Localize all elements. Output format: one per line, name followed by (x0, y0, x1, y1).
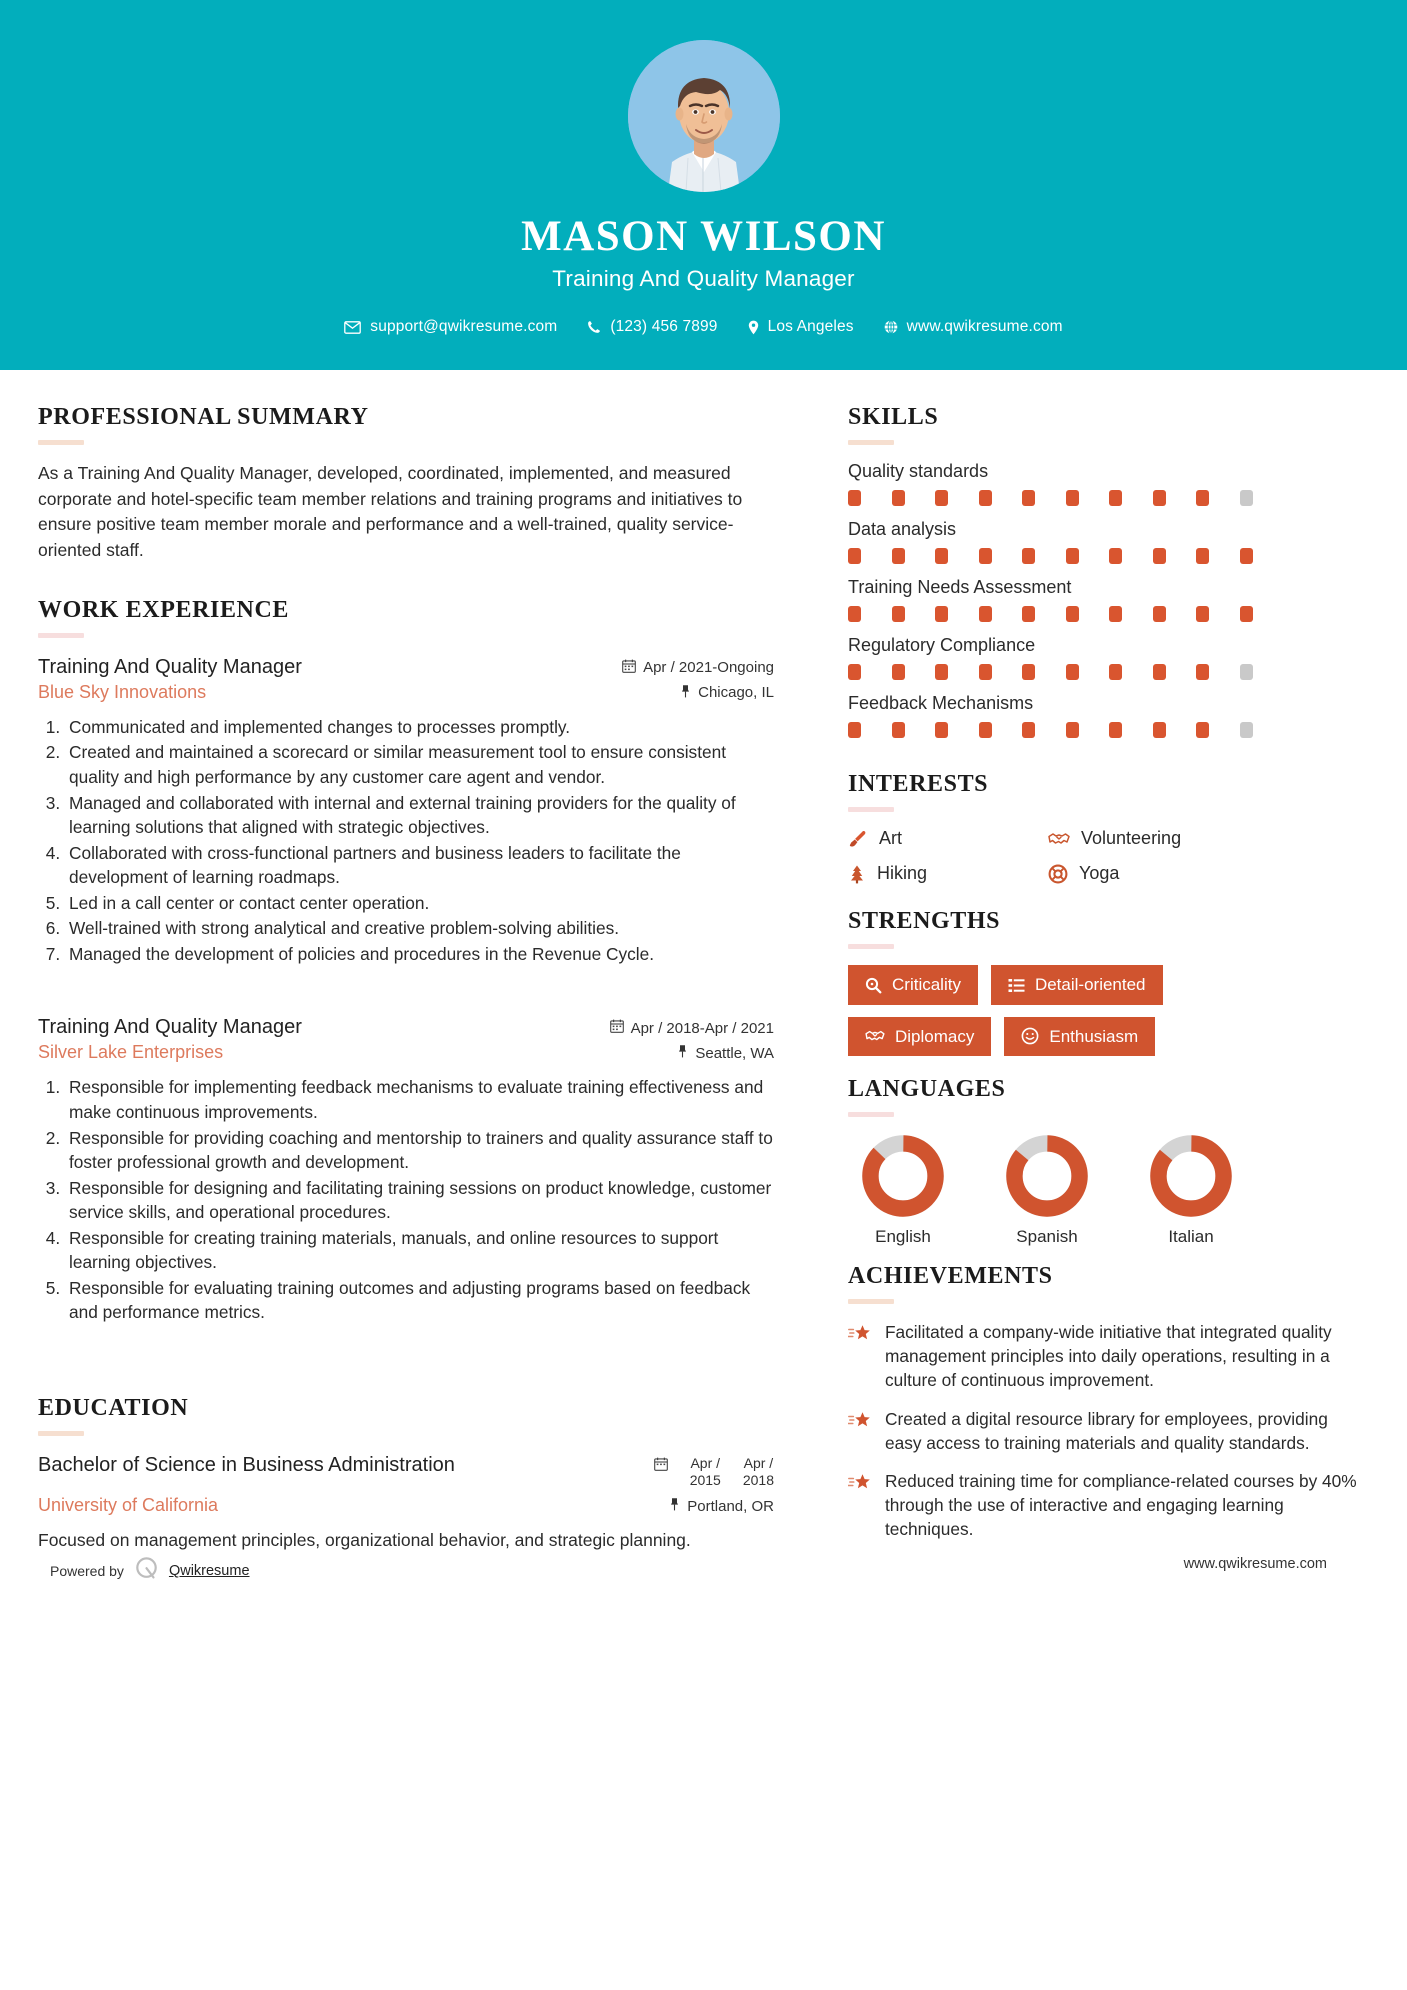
interest-label: Volunteering (1081, 828, 1182, 849)
powered-by (38, 1555, 774, 1587)
skill-rating (848, 722, 1253, 738)
contact-phone-text: (123) 456 7899 (610, 318, 718, 336)
list-icon (1008, 978, 1025, 993)
shooting-star-icon (848, 1410, 873, 1455)
right-column (818, 370, 1407, 1583)
job-bullet: 2. Responsible for providing coaching and mentorship to trainers and quality assurance staff to foster professional growth and development. (65, 1126, 774, 1175)
skill-dot-filled (979, 722, 992, 738)
job-bullet: 7. Managed the development of policies and procedures in the Revenue Cycle. (65, 942, 774, 967)
page-title: MASON WILSON (521, 213, 886, 260)
skill-dot-filled (1066, 548, 1079, 564)
interest-item-yoga (1048, 863, 1367, 884)
skill-item (848, 577, 1367, 622)
qwikresume-link[interactable]: Qwikresume (168, 1563, 250, 1580)
skill-dot-filled (935, 606, 948, 622)
qwikresume-logo-icon (133, 1555, 160, 1587)
language-donut (860, 1133, 946, 1219)
skill-dot-filled (1153, 606, 1166, 622)
strengths-list (848, 965, 1367, 1056)
contact-row (0, 318, 1407, 336)
skill-rating (848, 664, 1253, 680)
job-bullet: 4. Responsible for creating training materials, manuals, and online resources to support learning objectives. (65, 1226, 774, 1275)
job-bullets (38, 1075, 774, 1324)
skill-dot-filled (892, 664, 905, 680)
smiley-icon (1021, 1027, 1039, 1045)
phone-icon (587, 320, 601, 334)
language-donut (1004, 1133, 1090, 1219)
skill-dot-filled (1022, 606, 1035, 622)
job-dates (622, 659, 774, 677)
skill-dot-filled (1109, 722, 1122, 738)
skill-dot-filled (1109, 490, 1122, 506)
section-heading-work-experience: WORK EXPERIENCE (38, 596, 290, 623)
achievement-item (848, 1407, 1367, 1455)
job-dates (610, 1019, 774, 1037)
skill-dot-filled (892, 548, 905, 564)
interest-label: Art (879, 828, 903, 849)
section-rule (38, 1431, 84, 1436)
education-location (669, 1497, 774, 1515)
calendar-icon (610, 1019, 624, 1037)
language-donut (1148, 1133, 1234, 1219)
job-bullet: 4. Collaborated with cross-functional partners and business leaders to facilitate the development of learning roadmaps. (65, 841, 774, 890)
language-item-italian (1142, 1133, 1240, 1247)
education-date-start-line1: Apr / (690, 1454, 721, 1471)
skill-dot-filled (1153, 722, 1166, 738)
contact-location-text: Los Angeles (767, 318, 854, 336)
section-work-experience (38, 597, 774, 1325)
strength-chip-enthusiasm (1004, 1017, 1155, 1056)
pin-icon (669, 1497, 680, 1515)
shooting-star-icon (848, 1323, 873, 1393)
skill-dot-filled (1022, 722, 1035, 738)
skill-dot-filled (935, 490, 948, 506)
interest-item-art (848, 828, 1048, 849)
skill-dot-filled (848, 490, 861, 506)
avatar (628, 40, 780, 192)
skill-label: Data analysis (848, 519, 957, 540)
skill-label: Quality standards (848, 461, 989, 482)
pin-icon (680, 684, 691, 702)
paintbrush-icon (848, 829, 868, 849)
strength-chip-criticality (848, 965, 978, 1004)
footer-website: www.qwikresume.com (1183, 1555, 1327, 1572)
section-heading-education: EDUCATION (38, 1394, 189, 1421)
section-languages (848, 1076, 1367, 1247)
skill-dot-filled (848, 722, 861, 738)
interest-item-volunteering (1048, 828, 1367, 849)
skill-dot-filled (1066, 490, 1079, 506)
tree-icon (848, 864, 866, 884)
skill-dot-filled (1022, 548, 1035, 564)
interest-label: Hiking (877, 863, 928, 884)
section-achievements (848, 1263, 1367, 1542)
section-professional-summary (38, 404, 774, 563)
skill-dot-filled (979, 664, 992, 680)
contact-email[interactable] (344, 318, 557, 336)
education-date-start-line2: 2015 (689, 1471, 721, 1488)
handshake-icon (1048, 830, 1070, 848)
job-bullet: 6. Well-trained with strong analytical and creative problem-solving abilities. (65, 916, 774, 941)
skill-dot-filled (1066, 664, 1079, 680)
skill-dot-filled (892, 606, 905, 622)
job-bullet: 3. Managed and collaborated with internal and external training providers for the quality of learning solutions that aligned with strategic objectives. (65, 791, 774, 840)
education-date-end-line1: Apr / (743, 1454, 774, 1471)
resume-body (0, 370, 1407, 1587)
left-column (0, 370, 818, 1587)
skill-dot-filled (1022, 664, 1035, 680)
skill-rating (848, 548, 1253, 564)
skill-label: Regulatory Compliance (848, 635, 1036, 656)
achievement-item (848, 1320, 1367, 1393)
interest-item-hiking (848, 863, 1048, 884)
achievement-item (848, 1469, 1367, 1542)
work-experience-entry (38, 654, 774, 966)
strength-label: Diplomacy (895, 1026, 975, 1046)
contact-location[interactable] (748, 318, 854, 336)
job-bullet: 3. Responsible for designing and facilitating training sessions on product knowledge, customer service skills, and operational procedures. (65, 1176, 774, 1225)
education-degree: Bachelor of Science in Business Administration (38, 1453, 455, 1476)
skill-dot-filled (1196, 606, 1209, 622)
envelope-icon (344, 321, 361, 334)
section-skills (848, 404, 1367, 738)
handshake-icon (865, 1028, 885, 1044)
section-heading-summary: PROFESSIONAL SUMMARY (38, 404, 369, 431)
language-label: English (875, 1226, 931, 1246)
education-location-text: Portland, OR (687, 1497, 774, 1515)
skill-dot-filled (892, 490, 905, 506)
language-label: Spanish (1016, 1226, 1078, 1246)
skill-dot-empty (1240, 722, 1253, 738)
globe-icon (884, 320, 898, 334)
skill-dot-filled (1196, 548, 1209, 564)
header-job-title: Training And Quality Manager (552, 266, 855, 292)
skill-dot-filled (979, 606, 992, 622)
skill-dot-filled (1022, 490, 1035, 506)
section-rule (848, 1299, 894, 1304)
skill-dot-filled (848, 548, 861, 564)
avatar-photo (628, 40, 780, 192)
language-item-english (854, 1133, 952, 1247)
skill-rating (848, 606, 1253, 622)
skill-item (848, 461, 1367, 506)
strength-label: Enthusiasm (1049, 1026, 1139, 1046)
section-interests (848, 771, 1367, 884)
skill-dot-filled (935, 548, 948, 564)
language-label: Italian (1168, 1226, 1214, 1246)
achievement-text: Created a digital resource library for employees, providing easy access to training materials and quality standards. (885, 1408, 1328, 1453)
section-heading-interests: INTERESTS (848, 771, 989, 798)
section-rule (38, 440, 84, 445)
skill-item (848, 519, 1367, 564)
section-heading-skills: SKILLS (848, 404, 939, 431)
skill-dot-filled (1153, 664, 1166, 680)
skill-dot-filled (1109, 606, 1122, 622)
section-rule (848, 944, 894, 949)
skill-dot-filled (935, 722, 948, 738)
strength-chip-detail-oriented (991, 965, 1163, 1004)
job-role: Training And Quality Manager (38, 1016, 302, 1039)
skill-dot-filled (979, 490, 992, 506)
skill-dot-filled (1196, 722, 1209, 738)
education-school: University of California (38, 1495, 219, 1516)
skill-dot-filled (1240, 606, 1253, 622)
job-bullets (38, 715, 774, 966)
skill-dot-filled (848, 606, 861, 622)
skill-dot-empty (1240, 490, 1253, 506)
interest-label: Yoga (1079, 863, 1120, 884)
work-experience-entry (38, 1014, 774, 1324)
skill-dot-filled (1066, 606, 1079, 622)
resume-header (0, 0, 1407, 370)
job-location-text: Seattle, WA (695, 1044, 774, 1062)
education-date-end-line2: 2018 (742, 1471, 774, 1488)
strength-label: Criticality (892, 975, 961, 995)
achievement-text: Facilitated a company-wide initiative that integrated quality management principles into daily operations, resulting in a culture of continuous improvement. (885, 1321, 1332, 1391)
job-company: Blue Sky Innovations (38, 681, 207, 702)
location-pin-icon (748, 320, 759, 335)
strength-label: Detail-oriented (1034, 975, 1146, 995)
calendar-icon (622, 659, 636, 677)
section-rule (38, 633, 84, 638)
education-description: Focused on management principles, organizational behavior, and strategic planning. (38, 1530, 691, 1551)
section-heading-languages: LANGUAGES (848, 1075, 1006, 1102)
section-heading-strengths: STRENGTHS (848, 908, 1001, 935)
contact-website[interactable] (884, 318, 1063, 336)
skill-dot-filled (1109, 664, 1122, 680)
interests-grid (848, 828, 1367, 884)
skill-dot-filled (1153, 548, 1166, 564)
skill-dot-filled (892, 722, 905, 738)
job-bullet: 5. Responsible for evaluating training outcomes and adjusting programs based on feedback and performance metrics. (65, 1276, 774, 1325)
job-location (680, 684, 774, 702)
skill-label: Training Needs Assessment (848, 577, 1072, 598)
powered-by-label: Powered by (50, 1563, 124, 1580)
strength-chip-diplomacy (848, 1017, 991, 1056)
skill-dot-filled (1240, 548, 1253, 564)
skill-dot-filled (935, 664, 948, 680)
skill-dot-empty (1240, 664, 1253, 680)
section-rule (848, 807, 894, 812)
languages-row (848, 1133, 1367, 1247)
education-date-start (690, 1455, 721, 1489)
skill-dot-filled (848, 664, 861, 680)
education-dates (654, 1455, 774, 1489)
skill-dot-filled (1196, 490, 1209, 506)
job-dates-text: Apr / 2021-Ongoing (643, 659, 774, 677)
skill-dot-filled (979, 548, 992, 564)
job-role: Training And Quality Manager (38, 655, 302, 678)
job-company: Silver Lake Enterprises (38, 1042, 224, 1063)
job-bullet: 1. Communicated and implemented changes to processes promptly. (65, 715, 774, 740)
skill-item (848, 635, 1367, 680)
lifebuoy-icon (1048, 864, 1068, 884)
pin-icon (677, 1044, 688, 1062)
contact-phone[interactable] (587, 318, 717, 336)
job-location (677, 1044, 774, 1062)
skill-label: Feedback Mechanisms (848, 693, 1034, 714)
section-education (38, 1395, 774, 1554)
section-rule (848, 1112, 894, 1117)
contact-website-text: www.qwikresume.com (906, 318, 1063, 336)
shooting-star-icon (848, 1472, 873, 1542)
job-bullet: 5. Led in a call center or contact center operation. (65, 891, 774, 916)
job-bullet: 2. Created and maintained a scorecard or similar measurement tool to ensure consistent quality and high performance by any customer care agent and vendor. (65, 740, 774, 789)
skill-dot-filled (1196, 664, 1209, 680)
section-rule (848, 440, 894, 445)
job-dates-text: Apr / 2018-Apr / 2021 (630, 1019, 774, 1037)
skill-dot-filled (1066, 722, 1079, 738)
search-icon (865, 977, 882, 994)
calendar-icon (654, 1457, 668, 1475)
job-bullet: 1. Responsible for implementing feedback mechanisms to evaluate training effectiveness and make continuous improvements. (65, 1075, 774, 1124)
contact-email-text: support@qwikresume.com (370, 318, 558, 336)
education-date-end (743, 1455, 774, 1489)
summary-text: As a Training And Quality Manager, developed, coordinated, implemented, and measured corporate and hotel-specific team member relations and training programs and initiatives to ensure positive team member morale and performance and a well-trained, quality service-oriented staff. (38, 463, 743, 560)
section-heading-achievements: ACHIEVEMENTS (848, 1262, 1053, 1289)
skill-rating (848, 490, 1253, 506)
section-strengths (848, 908, 1367, 1056)
achievement-text: Reduced training time for compliance-related courses by 40% through the use of interactive and engaging learning techniques. (885, 1470, 1357, 1540)
job-location-text: Chicago, IL (698, 684, 774, 702)
skill-item (848, 693, 1367, 738)
skill-dot-filled (1109, 548, 1122, 564)
skill-dot-filled (1153, 490, 1166, 506)
language-item-spanish (998, 1133, 1096, 1247)
